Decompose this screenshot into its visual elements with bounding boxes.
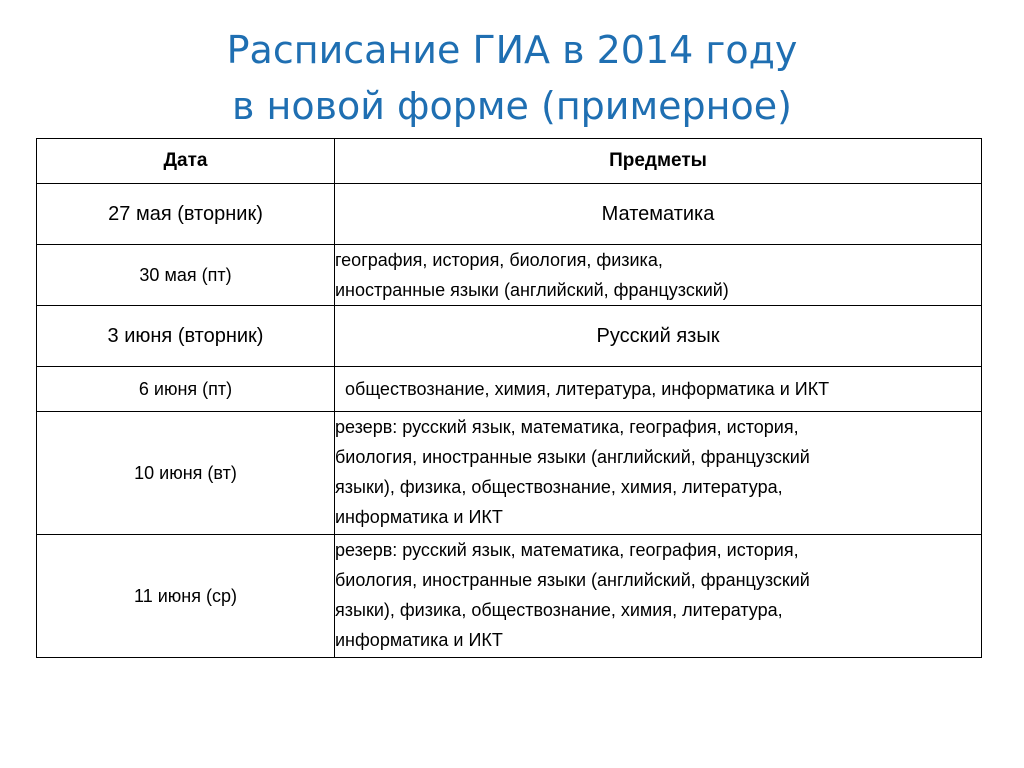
subjects-line: языки), физика, обществознание, химия, литература, xyxy=(335,477,783,497)
row-date: 30 мая (пт) xyxy=(37,245,335,306)
row-date: 10 июня (вт) xyxy=(37,412,335,535)
subjects-line: Русский язык xyxy=(596,324,720,347)
page-title-line-2: в новой форме (примерное) xyxy=(232,84,792,128)
row-subjects xyxy=(335,535,982,658)
table-row xyxy=(37,535,982,658)
row-date: 6 июня (пт) xyxy=(37,367,335,412)
subjects-line: биология, иностранные языки (английский, французский xyxy=(335,447,810,467)
row-date: 27 мая (вторник) xyxy=(37,184,335,245)
page-title xyxy=(0,22,1024,134)
table-header-row xyxy=(37,139,982,184)
table-row xyxy=(37,412,982,535)
page-title-line-1: Расписание ГИА в 2014 году xyxy=(226,28,798,72)
table-row xyxy=(37,184,982,245)
row-date: 11 июня (ср) xyxy=(37,535,335,658)
subjects-line: обществознание, химия, литература, информатика и ИКТ xyxy=(345,379,830,399)
column-header-date: Дата xyxy=(37,139,335,184)
subjects-line: Математика xyxy=(601,202,715,225)
table-row xyxy=(37,367,982,412)
subjects-line: резерв: русский язык, математика, география, история, xyxy=(335,417,799,437)
subjects-line: информатика и ИКТ xyxy=(335,630,503,650)
subjects-line: языки), физика, обществознание, химия, литература, xyxy=(335,600,783,620)
subjects-line: информатика и ИКТ xyxy=(335,507,503,527)
subjects-line: география, история, биология, физика, xyxy=(335,250,663,270)
row-subjects xyxy=(335,184,982,245)
row-subjects xyxy=(335,367,982,412)
row-subjects xyxy=(335,306,982,367)
schedule-table xyxy=(36,138,982,658)
row-subjects xyxy=(335,412,982,535)
row-date: 3 июня (вторник) xyxy=(37,306,335,367)
row-subjects xyxy=(335,245,982,306)
table-row xyxy=(37,245,982,306)
column-header-subjects: Предметы xyxy=(335,139,982,184)
subjects-line: иностранные языки (английский, французский) xyxy=(335,280,729,300)
table-row xyxy=(37,306,982,367)
subjects-line: биология, иностранные языки (английский, французский xyxy=(335,570,810,590)
subjects-line: резерв: русский язык, математика, география, история, xyxy=(335,540,799,560)
